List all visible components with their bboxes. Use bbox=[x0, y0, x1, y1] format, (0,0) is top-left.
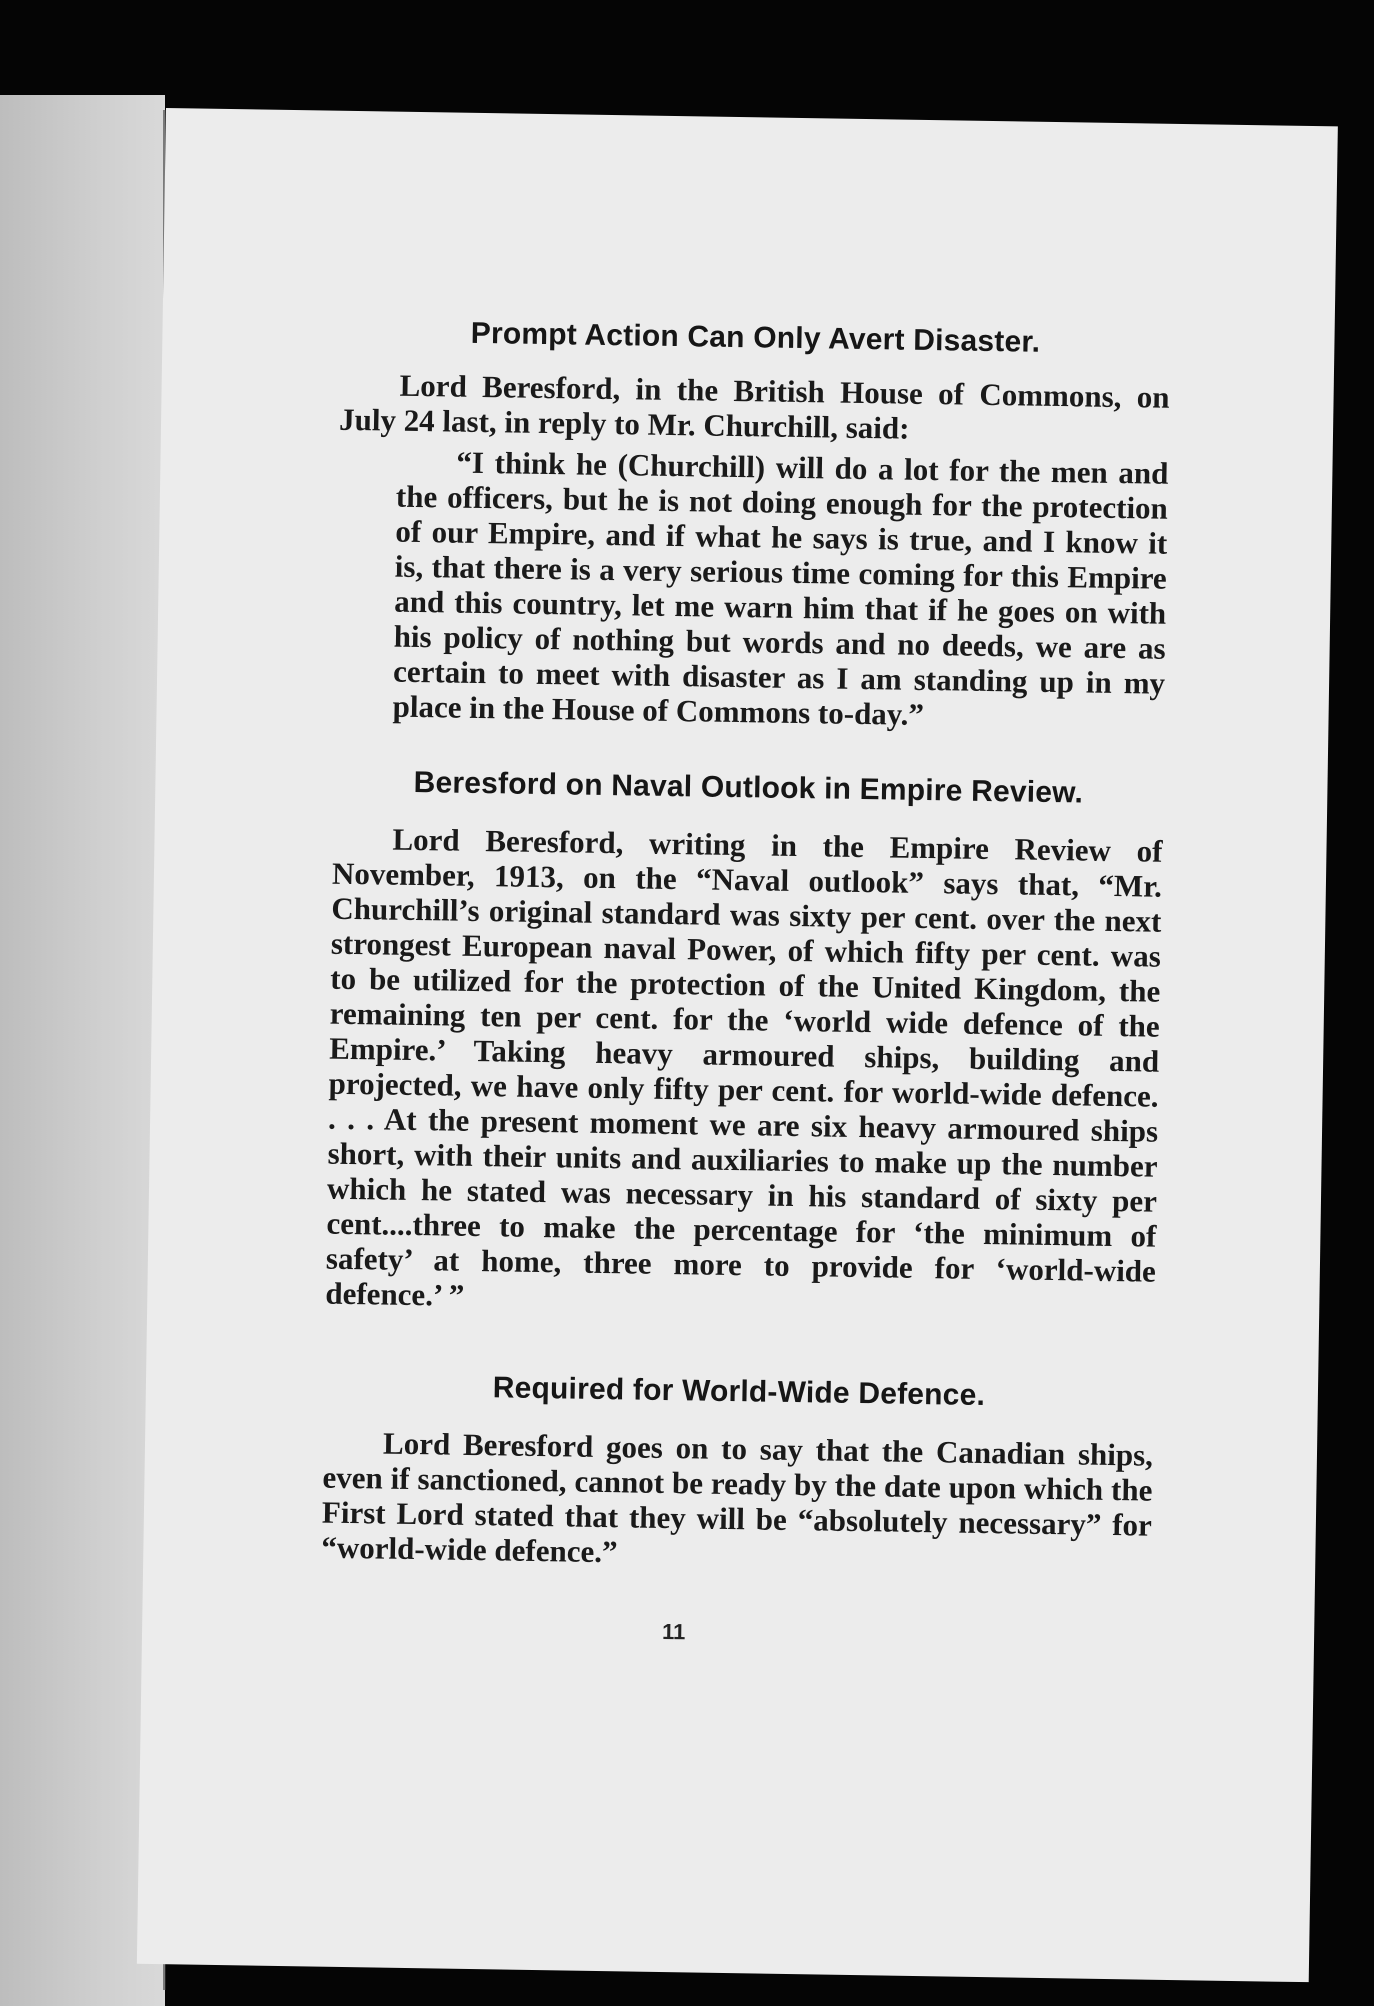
page-content bbox=[321, 315, 1171, 1578]
section-intro-paragraph: Lord Beresford, in the British House of Commons, on July 24 last, in reply to Mr. Churchill, said: bbox=[338, 367, 1170, 446]
section-heading-naval-outlook: Beresford on Naval Outlook in Empire Review. bbox=[413, 765, 1084, 810]
page-number: 11 bbox=[661, 1618, 686, 1645]
section-heading-prompt-action: Prompt Action Can Only Avert Disaster. bbox=[470, 316, 1041, 359]
document-page bbox=[137, 108, 1338, 1982]
beresford-quote: “I think he (Churchill) will do a lot for the men and the officers, but he is not doing enough for the protection of our Empire, and if what he says is true, and I know it is, that there is a very serious time coming for this Empire and this country, let me warn him that if he goes on with his policy of nothing but words and no deeds, we are as certain to meet with disaster as I am standing up in my place in the House of Commons to-day.” bbox=[392, 444, 1169, 732]
section-heading-world-wide-defence: Required for World-Wide Defence. bbox=[492, 1371, 986, 1413]
naval-outlook-paragraph: Lord Beresford, writing in the Empire Review of November, 1913, on the “Naval outlook” says that, “Mr. Churchill’s original standard was sixty per cent. over the next strongest European naval Power, of which fifty per cent. was to be utilized for the protection of the United Kingdom, the remaining ten per cent. for the ‘world wide defence of the Empire.’ Taking heavy armoured ships, building and projected, we have only fifty per cent. for world-wide defence. . . . At the present moment we are six heavy armoured ships short, with their units and auxiliaries to make up the number which he stated was necessary in his standard of sixty per cent....three to make the percentage for ‘the minimum of safety’ at home, three more to provide for ‘world-wide defence.’ ” bbox=[325, 821, 1163, 1313]
world-wide-defence-paragraph: Lord Beresford goes on to say that the Canadian ships, even if sanctioned, cannot be ready by the date upon which the First Lord stated that they will be “absolutely necessary” for “world-wide defence.” bbox=[321, 1425, 1154, 1570]
